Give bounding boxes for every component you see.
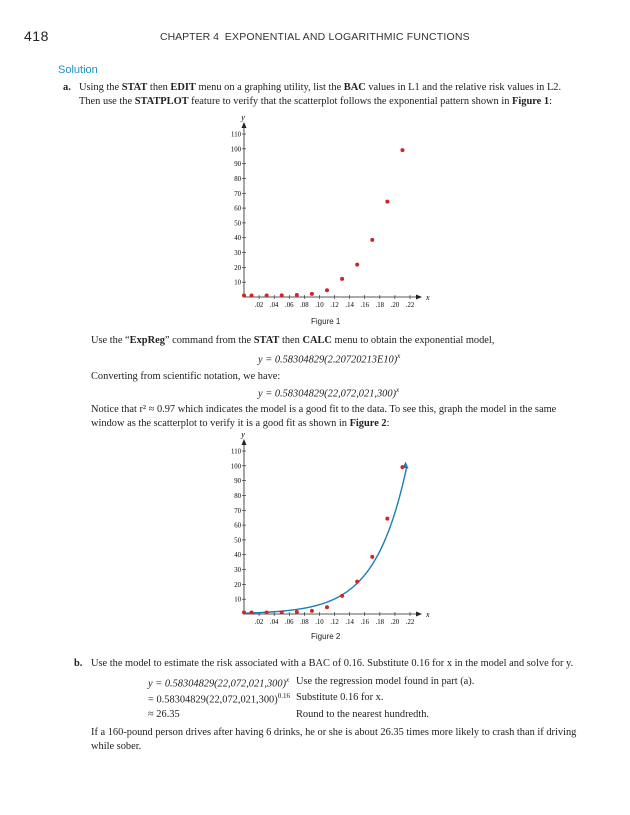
step-3-expr: ≈ 26.35 [148, 709, 180, 720]
x-tick-label: .02 [254, 302, 264, 309]
y-tick-label: 80 [234, 492, 241, 500]
data-point [280, 610, 284, 614]
part-a-line-2: Then use the STATPLOT feature to verify that the scatterplot follows the exponential pattern shown in Figure 1: [79, 96, 552, 107]
data-point [370, 238, 374, 242]
data-point [295, 610, 299, 614]
y-tick-label: 60 [234, 522, 241, 530]
figure-1-caption: Figure 1 [311, 317, 341, 326]
regression-curve [244, 468, 407, 614]
chapter-label: CHAPTER 4 [160, 31, 219, 43]
y-tick-label: 40 [234, 235, 241, 243]
expreg-line: Use the “ExpReg” command from the STAT then CALC menu to obtain the exponential model, [91, 335, 495, 346]
chapter-title: EXPONENTIAL AND LOGARITHMIC FUNCTIONS [224, 31, 470, 43]
y-tick-label: 110 [231, 131, 241, 139]
y-tick-label: 30 [234, 567, 241, 575]
x-tick-label: .04 [269, 619, 279, 626]
data-point [250, 294, 254, 298]
y-tick-label: 30 [234, 250, 241, 258]
part-b-line-1: Use the model to estimate the risk associated with a BAC of 0.16. Substitute 0.16 for x in the model and solve for y. [91, 658, 574, 669]
x-tick-label: .08 [300, 302, 309, 309]
data-point [310, 609, 314, 613]
part-a-label: a. [63, 82, 71, 93]
y-tick-label: 10 [234, 279, 241, 287]
step-2-note: Substitute 0.16 for x. [296, 692, 384, 703]
part-b-label: b. [74, 658, 83, 669]
x-tick-label: .04 [269, 302, 279, 309]
x-tick-label: .10 [315, 302, 324, 309]
y-tick-label: 70 [234, 190, 241, 198]
x-tick-label: .22 [405, 302, 415, 309]
data-point [325, 605, 329, 609]
running-header [160, 31, 470, 43]
y-tick-label: 50 [234, 220, 241, 228]
data-point [265, 293, 269, 297]
x-tick-label: .22 [405, 619, 415, 626]
conclusion-line-2: while sober. [91, 741, 142, 752]
x-tick-label: .16 [360, 619, 369, 626]
data-point [385, 517, 389, 521]
solution-heading: Solution [58, 64, 98, 76]
y-tick-label: 100 [230, 146, 241, 154]
data-point [400, 465, 404, 469]
y-axis-arrow [242, 439, 247, 445]
y-tick-label: 70 [234, 507, 241, 515]
x-tick-label: .20 [390, 619, 400, 626]
data-point [295, 293, 299, 297]
part-a-line-1: Using the STAT then EDIT menu on a graphing utility, list the BAC values in L1 and the relative risk values in L2. [79, 82, 562, 93]
converting-line: Converting from scientific notation, we have: [91, 371, 281, 382]
x-axis-label: x [426, 293, 430, 302]
data-point [242, 294, 246, 298]
y-tick-label: 110 [231, 448, 241, 456]
data-point [280, 293, 284, 297]
y-tick-label: 20 [234, 581, 241, 589]
x-tick-label: .20 [390, 302, 400, 309]
figure-2-caption: Figure 2 [311, 632, 341, 641]
y-tick-label: 20 [234, 264, 241, 272]
data-point [325, 288, 329, 292]
data-point [250, 611, 254, 615]
data-point [355, 263, 359, 267]
x-tick-label: .12 [330, 302, 339, 309]
y-axis-arrow [242, 122, 247, 128]
y-tick-label: 50 [234, 537, 241, 545]
x-tick-label: .10 [315, 619, 324, 626]
x-tick-label: .18 [375, 619, 385, 626]
x-tick-label: .16 [360, 302, 369, 309]
data-point [310, 292, 314, 296]
x-axis-arrow [416, 612, 422, 617]
conclusion-line-1: If a 160-pound person drives after having 6 drinks, he or she is about 26.35 times more likely to crash than if driving [91, 727, 577, 738]
y-tick-label: 80 [234, 175, 241, 183]
x-tick-label: .02 [254, 619, 264, 626]
x-axis-label: x [426, 610, 430, 619]
data-point [265, 610, 269, 614]
y-tick-label: 60 [234, 205, 241, 213]
data-point [355, 580, 359, 584]
data-point [385, 200, 389, 204]
model-scientific: $y = 0.58304829(2.20720213E10)^x$ [258, 352, 401, 366]
x-tick-label: .08 [300, 619, 309, 626]
x-tick-label: .12 [330, 619, 339, 626]
step-2-expr: = $0.58304829(22,072,021,300)^{0.16}$ [148, 692, 290, 706]
x-axis-arrow [416, 295, 422, 300]
notice-line-2: window as the scatterplot to verify it is a good fit as shown in Figure 2: [91, 418, 390, 429]
step-3-note: Round to the nearest hundredth. [296, 709, 430, 720]
y-tick-label: 90 [234, 478, 241, 486]
figure-1-chart [220, 115, 430, 315]
y-tick-label: 10 [234, 596, 241, 604]
data-point [400, 148, 404, 152]
data-point [340, 277, 344, 281]
y-tick-label: 40 [234, 552, 241, 560]
y-axis-label: y [241, 432, 245, 439]
step-1-note: Use the regression model found in part (a). [296, 676, 475, 687]
y-tick-label: 100 [230, 463, 241, 471]
data-point [370, 555, 374, 559]
y-axis-label: y [241, 115, 245, 122]
figure-2-chart [220, 432, 430, 632]
notice-line-1: Notice that r² ≈ 0.97 which indicates the model is a good fit to the data. To see this, graph the model in the same [91, 404, 557, 415]
x-tick-label: .14 [345, 302, 354, 309]
x-tick-label: .06 [285, 619, 294, 626]
data-point [340, 594, 344, 598]
model-expanded: $y = 0.58304829(22,072,021,300)^x$ [258, 386, 400, 400]
step-1-expr: $y = 0.58304829(22,072,021,300)^x$ [148, 676, 290, 690]
page-number: 418 [24, 28, 49, 44]
x-tick-label: .14 [345, 619, 354, 626]
x-tick-label: .06 [285, 302, 294, 309]
y-tick-label: 90 [234, 161, 241, 169]
x-tick-label: .18 [375, 302, 385, 309]
data-point [242, 611, 246, 615]
